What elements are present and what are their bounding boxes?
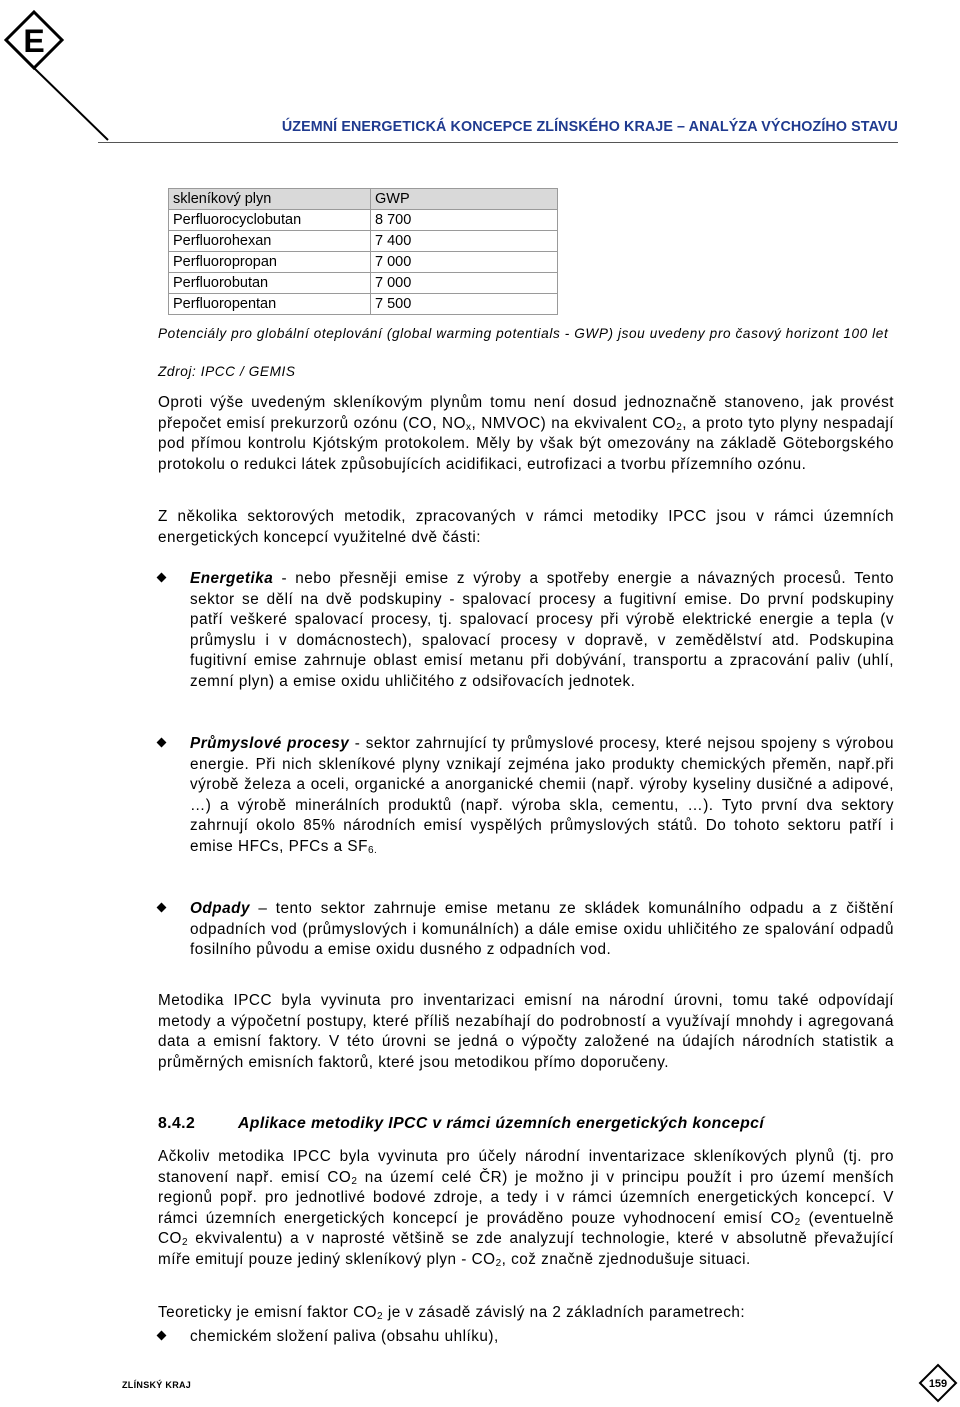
paragraph-ipcc-national: Metodika IPCC byla vyvinuta pro inventarizaci emisní na národní úrovni, tomu také odpovídají metody a výpočetní postupy, které příliš nezabíhají do podrobností a využívají mnohdy i agregovaná data a emisní faktory. V této úrovni se jedná o výpočty založené na údajích národních statistik a průměrných emisních faktorů, které jsou metodikou přímo doporučeny. [158, 992, 894, 1071]
paragraph-emission-factor: Teoreticky je emisní faktor $CO_2$ je v zásadě závislý na 2 základních parametrech: [158, 1304, 746, 1322]
cell-gas: Perfluorocyclobutan [169, 210, 371, 231]
bullet-diamond-icon [157, 903, 167, 913]
footer-region: ZLÍNSKÝ KRAJ [122, 1380, 192, 1390]
bullet-diamond-icon [157, 1331, 167, 1341]
table-caption: Potenciály pro globální oteplování (global warming potentials - GWP) jsou uvedeny pro časový horizont 100 let [158, 326, 889, 341]
logo-letter: E [23, 23, 45, 59]
section-number: 8.4.2 [158, 1115, 196, 1132]
table-source: Zdroj: IPCC / GEMIS [158, 364, 296, 379]
logo-diamond-icon [0, 0, 150, 150]
cell-gas: Perfluorohexan [169, 231, 371, 252]
cell-gas: Perfluoropropan [169, 252, 371, 273]
table-row [169, 294, 558, 315]
cell-gwp: 8 700 [371, 210, 558, 231]
table-row [169, 231, 558, 252]
col-header-gas: skleníkový plyn [169, 189, 371, 210]
col-header-gwp: GWP [371, 189, 558, 210]
bullet-diamond-icon [157, 573, 167, 583]
cell-gwp: 7 500 [371, 294, 558, 315]
section-title: Aplikace metodiky IPCC v rámci územních energetických koncepcí [238, 1115, 765, 1132]
table-row [169, 210, 558, 231]
cell-gwp: 7 000 [371, 273, 558, 294]
cell-gas: Perfluoropentan [169, 294, 371, 315]
running-header: ÚZEMNÍ ENERGETICKÁ KONCEPCE ZLÍNSKÉHO KRAJE – ANALÝZA VÝCHOZÍHO STAVU [281, 119, 898, 135]
cell-gas: Perfluorobutan [169, 273, 371, 294]
gwp-table [168, 188, 558, 315]
paragraph-application: Ačkoliv metodika IPCC byla vyvinuta pro účely národní inventarizace skleníkových plynů (tj. pro stanovení např. emisí $CO_2$ na území celé ČR) je možno ji v principu použít i pro území menších regionů popř. pro jednotlivé bodové zdroje, a tedy i v rámci územních energetických koncepcí. V rámci územních energetických koncepcí je prováděno pouze vyhodnocení emisí $CO_2$ (eventuelně $CO_2$ ekvivalentu) a v naprosté většině se zde analyzují technologie, které v absolutně převažující míře emitují pouze jediný skleníkový plyn - $CO_2$, což značně zjednodušuje situaci. [158, 1148, 894, 1269]
section-heading [158, 1115, 894, 1133]
paragraph-methods-intro: Z několika sektorových metodik, zpracovaných v rámci metodiky IPCC jsou v rámci územních energetických koncepcí využitelné dvě části: [158, 508, 894, 546]
bullet-diamond-icon [157, 738, 167, 748]
page-number-badge [918, 1363, 958, 1403]
table-header-row [169, 189, 558, 210]
paragraph-precursors: Oproti výše uvedeným skleníkovým plynům tomu není dosud jednoznačně stanoveno, jak provést přepočet emisí prekurzorů ozónu (CO, $NO_x$, NMVOC) na ekvivalent $CO_2$, a proto tyto plyny nespadají pod přímou kontrolu Kjótským protokolem. Měly by však být omezovány na základě Göteborgského protokolu o redukci látek způsobujících acidifikaci, eutrofizaci a tvorbu přízemního ozónu. [158, 394, 894, 473]
cell-gwp: 7 000 [371, 252, 558, 273]
list-item-chemical-composition: chemickém složení paliva (obsahu uhlíku), [158, 1327, 894, 1348]
table-row [169, 273, 558, 294]
list-item-prumyslove-procesy: Průmyslové procesy - sektor zahrnující ty průmyslové procesy, které nejsou spojeny s výrobou energie. Při nich skleníkové plyny vznikají zejména jako produkty chemických přeměn, např.při výrobě železa a oceli, organické a anorganické chemii (např. výroby kyseliny dusičné a adipové, …) a výrobě minerálních produktů (např. výroba skla, cementu, …). Tyto první dva sektory zahrnují okolo 85% národních emisí vyspělých průmyslových států. Do tohoto sektoru patří i emise HFCs, PFCs a $SF_{6.}$ [158, 734, 894, 858]
table-row [169, 252, 558, 273]
list-item-energetika: Energetika - nebo přesněji emise z výroby a spotřeby energie a návazných procesů. Tento sektor se dělí na dvě podskupiny - spalovací procesy a fugitivní emise. Do první podskupiny patří veškeré spalovací procesy, tj. spalovací procesy při výrobě elektrické energie a tepla (v průmyslu i v domácnostech), spalovací procesy v dopravě, v zemědělství atd. Podskupina fugitivní emise zahrnuje oblast emisí metanu při dobývání, transportu a zpracování paliv (uhlí, zemní plyn) a emise oxidu uhličitého z odsiřovacích jednotek. [158, 569, 894, 693]
page-number: 159 [928, 1378, 948, 1390]
header-rule [98, 142, 898, 143]
cell-gwp: 7 400 [371, 231, 558, 252]
list-item-odpady: Odpady – tento sektor zahrnuje emise metanu ze skládek komunálního odpadu a z čištění odpadních vod (průmyslových i komunálních) a dále emise oxidu uhličitého ze spalování odpadů fosilního původu a emise oxidu dusného z odpadních vod. [158, 899, 894, 961]
